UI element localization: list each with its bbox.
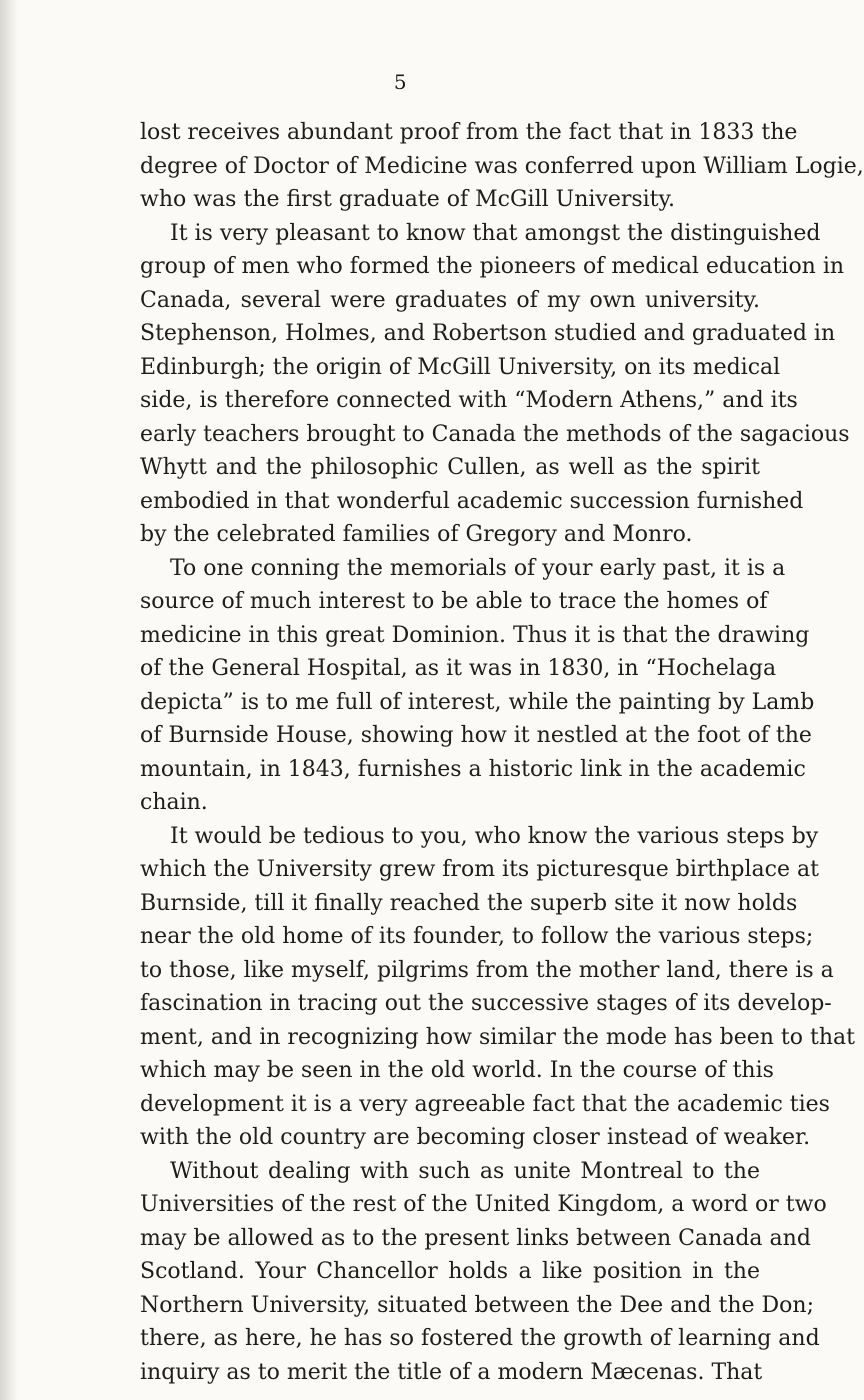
text-line: chain.: [140, 790, 208, 815]
text-line: which may be seen in the old world. In the course of this: [140, 1058, 774, 1083]
text-line: Burnside, till it finally reached the superb site it now holds: [140, 890, 798, 916]
text-line: Stephenson, Holmes, and Robertson studied and graduated in: [140, 321, 836, 346]
body-text: [140, 116, 864, 1389]
text-line: Whytt and the philosophic Cullen, as well as the spirit: [140, 455, 760, 480]
text-line: medicine in this great Dominion. Thus it is that the drawing: [140, 622, 810, 648]
text-line: by the celebrated families of Gregory and Monro.: [140, 522, 693, 547]
text-line: side, is therefore connected with “Modern Athens,” and its: [140, 388, 798, 413]
text-line: Edinburgh; the origin of McGill University, on its medical: [140, 354, 781, 380]
text-line: source of much interest to be able to trace the homes of: [140, 589, 768, 614]
text-line: Without dealing with such as unite Montreal to the: [170, 1158, 760, 1184]
text-line: ment, and in recognizing how similar the mode has been to that: [140, 1024, 855, 1050]
text-line: It is very pleasant to know that amongst the distinguished: [170, 220, 821, 246]
text-line: inquiry as to merit the title of a modern Mæcenas. That: [140, 1359, 763, 1385]
text-line: of Burnside House, showing how it nestled at the foot of the: [140, 723, 812, 748]
text-line: Northern University, situated between the Dee and the Don;: [140, 1292, 814, 1318]
text-line: may be allowed as to the present links between Canada and: [140, 1225, 811, 1251]
text-line: there, as here, he has so fostered the growth of learning and: [140, 1326, 820, 1351]
text-line: fascination in tracing out the successive stages of its develop-: [140, 991, 832, 1016]
text-line: embodied in that wonderful academic succession furnished: [140, 488, 804, 514]
text-line: early teachers brought to Canada the methods of the sagacious: [140, 421, 850, 447]
text-line: It would be tedious to you, who know the various steps by: [170, 823, 819, 849]
text-line: near the old home of its founder, to follow the various steps;: [140, 924, 814, 949]
text-line: to those, like myself, pilgrims from the mother land, there is a: [140, 957, 834, 983]
page-number: 5: [393, 70, 408, 94]
text-line: development it is a very agreeable fact that the academic ties: [140, 1091, 830, 1117]
text-line: depicta” is to me full of interest, while the painting by Lamb: [140, 689, 815, 715]
text-line: To one conning the memorials of your early past, it is a: [170, 555, 786, 581]
text-line: mountain, in 1843, furnishes a historic link in the academic: [140, 756, 806, 782]
text-line: group of men who formed the pioneers of medical education in: [140, 254, 845, 279]
text-line: Canada, several were graduates of my own university.: [140, 287, 760, 313]
text-line: who was the first graduate of McGill University.: [140, 187, 676, 212]
text-line: Universities of the rest of the United Kingdom, a word or two: [140, 1192, 827, 1217]
text-line: Scotland. Your Chancellor holds a like position in the: [140, 1259, 760, 1284]
text-line: degree of Doctor of Medicine was conferred upon William Logie,: [140, 153, 864, 179]
text-line: which the University grew from its picturesque birthplace at: [140, 857, 819, 882]
text-line: of the General Hospital, as it was in 1830, in “Hochelaga: [140, 656, 777, 681]
text-line: with the old country are becoming closer instead of weaker.: [140, 1125, 811, 1150]
text-line: lost receives abundant proof from the fact that in 1833 the: [140, 120, 798, 145]
page-spine-shadow: [0, 0, 18, 1400]
